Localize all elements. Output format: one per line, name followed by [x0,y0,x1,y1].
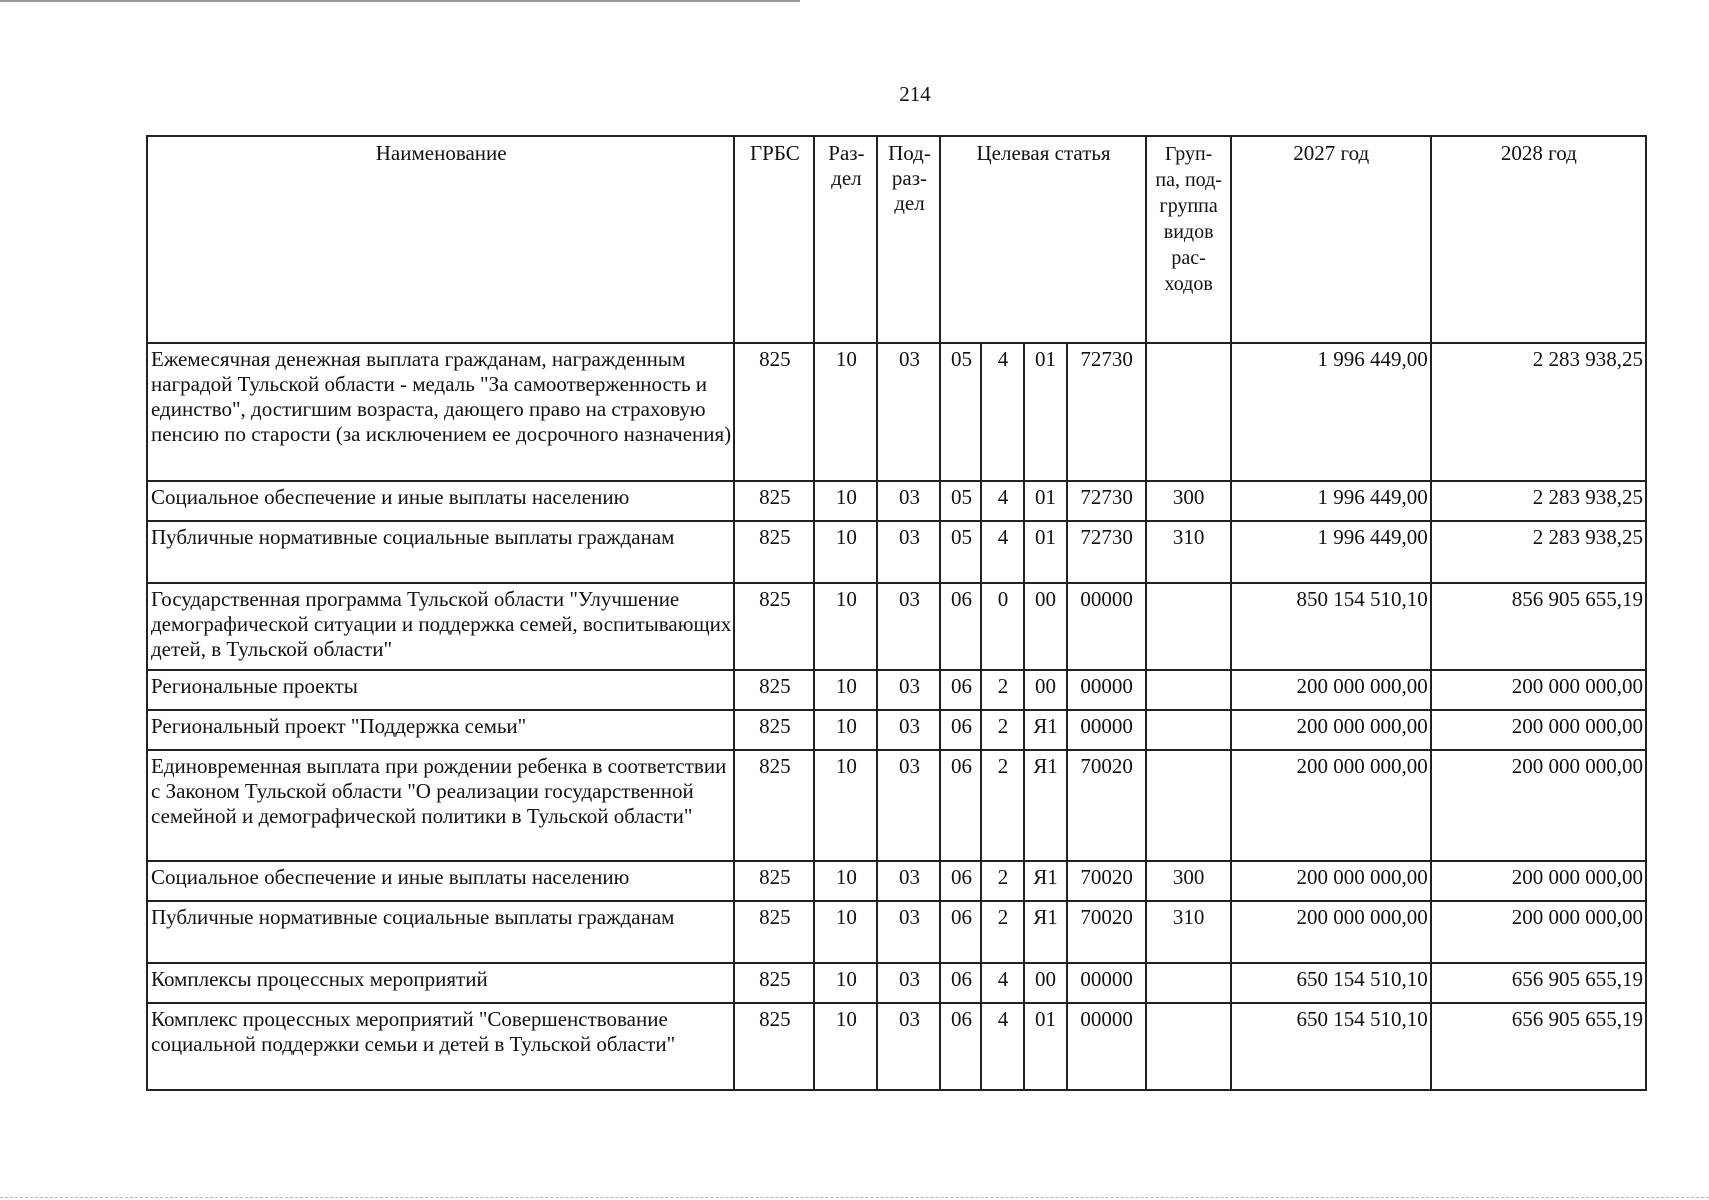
row-amount-2027: 650 154 510,10 [1231,963,1431,1003]
row-target-subprogram: 4 [981,963,1023,1003]
table-row [147,670,1646,710]
row-target-direction: 72730 [1067,481,1146,521]
header-group: Груп- па, под- группа видов рас- ходов [1146,136,1231,343]
table-row [147,861,1646,901]
row-target-subprogram: 2 [981,861,1023,901]
row-target-event: 00 [1024,963,1067,1003]
row-amount-2028: 200 000 000,00 [1431,750,1646,861]
row-podrazdel: 03 [877,710,940,750]
row-grbs: 825 [734,1003,814,1090]
row-target-direction: 00000 [1067,583,1146,670]
row-name: Социальное обеспечение и иные выплаты населению [147,861,734,901]
row-razdel: 10 [814,710,877,750]
row-amount-2027: 200 000 000,00 [1231,670,1431,710]
row-name: Публичные нормативные социальные выплаты гражданам [147,901,734,963]
row-target-event: 01 [1024,521,1067,583]
row-amount-2027: 1 996 449,00 [1231,521,1431,583]
row-amount-2028: 2 283 938,25 [1431,481,1646,521]
row-target-direction: 00000 [1067,963,1146,1003]
row-podrazdel: 03 [877,1003,940,1090]
row-amount-2028: 656 905 655,19 [1431,963,1646,1003]
row-target-direction: 70020 [1067,861,1146,901]
row-target-event: 00 [1024,670,1067,710]
table-row [147,963,1646,1003]
row-grbs: 825 [734,521,814,583]
row-amount-2028: 200 000 000,00 [1431,670,1646,710]
row-target-event: 01 [1024,343,1067,481]
row-razdel: 10 [814,963,877,1003]
row-amount-2027: 650 154 510,10 [1231,1003,1431,1090]
row-target-subprogram: 4 [981,343,1023,481]
row-razdel: 10 [814,521,877,583]
row-grbs: 825 [734,750,814,861]
row-podrazdel: 03 [877,861,940,901]
row-razdel: 10 [814,1003,877,1090]
row-podrazdel: 03 [877,963,940,1003]
table-row [147,901,1646,963]
table-row [147,583,1646,670]
row-razdel: 10 [814,583,877,670]
row-podrazdel: 03 [877,481,940,521]
row-grbs: 825 [734,710,814,750]
row-expense-group: 310 [1146,521,1231,583]
row-name: Комплексы процессных мероприятий [147,963,734,1003]
table-row [147,481,1646,521]
table-header [147,136,1646,343]
header-2028: 2028 год [1431,136,1646,343]
row-target-subprogram: 0 [981,583,1023,670]
row-amount-2027: 200 000 000,00 [1231,750,1431,861]
row-amount-2027: 200 000 000,00 [1231,710,1431,750]
row-amount-2028: 200 000 000,00 [1431,901,1646,963]
row-target-event: 01 [1024,1003,1067,1090]
row-target-direction: 72730 [1067,521,1146,583]
row-target-subprogram: 2 [981,750,1023,861]
row-target-program: 05 [940,521,981,583]
row-target-event: Я1 [1024,901,1067,963]
table-body [147,343,1646,1090]
row-grbs: 825 [734,583,814,670]
header-2027: 2027 год [1231,136,1431,343]
row-target-subprogram: 4 [981,521,1023,583]
row-amount-2027: 200 000 000,00 [1231,901,1431,963]
table-row [147,343,1646,481]
row-target-event: 01 [1024,481,1067,521]
row-amount-2027: 200 000 000,00 [1231,861,1431,901]
row-target-event: Я1 [1024,861,1067,901]
row-name: Публичные нормативные социальные выплаты гражданам [147,521,734,583]
row-target-program: 06 [940,963,981,1003]
row-amount-2028: 200 000 000,00 [1431,710,1646,750]
row-name: Социальное обеспечение и иные выплаты населению [147,481,734,521]
row-name: Ежемесячная денежная выплата гражданам, награжденным наградой Тульской области - медаль "За самоотверженность и единство", достигшим возраста, дающего право на страховую пенсию по старости (за исключением ее досрочного назначения) [147,343,734,481]
row-razdel: 10 [814,670,877,710]
row-razdel: 10 [814,750,877,861]
row-amount-2028: 200 000 000,00 [1431,861,1646,901]
row-expense-group [1146,710,1231,750]
row-name: Региональный проект "Поддержка семьи" [147,710,734,750]
row-target-direction: 70020 [1067,901,1146,963]
row-name: Государственная программа Тульской области "Улучшение демографической ситуации и поддержка семей, воспитывающих детей, в Тульской области" [147,583,734,670]
row-expense-group [1146,670,1231,710]
row-target-event: Я1 [1024,750,1067,861]
row-grbs: 825 [734,901,814,963]
row-podrazdel: 03 [877,343,940,481]
row-podrazdel: 03 [877,750,940,861]
row-target-event: Я1 [1024,710,1067,750]
row-target-subprogram: 4 [981,481,1023,521]
row-name: Единовременная выплата при рождении ребенка в соответствии с Законом Тульской области "О реализации государственной семейной и демографической политики в Тульской области" [147,750,734,861]
row-podrazdel: 03 [877,670,940,710]
row-target-event: 00 [1024,583,1067,670]
table-row [147,521,1646,583]
row-grbs: 825 [734,963,814,1003]
row-razdel: 10 [814,481,877,521]
scan-edge-bottom [0,1197,1709,1199]
row-target-program: 06 [940,670,981,710]
table-row [147,1003,1646,1090]
row-amount-2028: 2 283 938,25 [1431,343,1646,481]
row-target-direction: 00000 [1067,1003,1146,1090]
row-target-subprogram: 2 [981,710,1023,750]
row-expense-group: 300 [1146,861,1231,901]
row-amount-2028: 856 905 655,19 [1431,583,1646,670]
row-target-subprogram: 4 [981,1003,1023,1090]
row-target-program: 06 [940,583,981,670]
row-target-program: 06 [940,861,981,901]
row-grbs: 825 [734,861,814,901]
row-amount-2027: 1 996 449,00 [1231,481,1431,521]
row-target-direction: 70020 [1067,750,1146,861]
row-expense-group [1146,1003,1231,1090]
row-target-subprogram: 2 [981,901,1023,963]
row-amount-2028: 2 283 938,25 [1431,521,1646,583]
row-amount-2027: 850 154 510,10 [1231,583,1431,670]
row-expense-group [1146,343,1231,481]
row-target-program: 06 [940,750,981,861]
row-expense-group [1146,963,1231,1003]
row-amount-2028: 656 905 655,19 [1431,1003,1646,1090]
row-target-direction: 00000 [1067,670,1146,710]
row-target-program: 06 [940,1003,981,1090]
row-target-program: 06 [940,710,981,750]
row-target-direction: 00000 [1067,710,1146,750]
scan-edge-top [0,0,800,2]
row-expense-group: 300 [1146,481,1231,521]
row-grbs: 825 [734,481,814,521]
row-razdel: 10 [814,861,877,901]
table-row [147,750,1646,861]
row-podrazdel: 03 [877,521,940,583]
row-razdel: 10 [814,901,877,963]
row-podrazdel: 03 [877,583,940,670]
row-name: Комплекс процессных мероприятий "Совершенствование социальной поддержки семьи и детей в Тульской области" [147,1003,734,1090]
row-razdel: 10 [814,343,877,481]
header-name: Наименование [147,136,734,343]
row-expense-group: 310 [1146,901,1231,963]
row-target-program: 06 [940,901,981,963]
budget-table [146,135,1647,1091]
row-target-program: 05 [940,343,981,481]
header-target: Целевая статья [940,136,1145,343]
header-grbs: ГРБС [734,136,814,343]
row-grbs: 825 [734,670,814,710]
row-amount-2027: 1 996 449,00 [1231,343,1431,481]
header-razdel: Раз- дел [814,136,877,343]
table-row [147,710,1646,750]
row-target-program: 05 [940,481,981,521]
header-podrazdel: Под- раз- дел [877,136,940,343]
row-grbs: 825 [734,343,814,481]
row-podrazdel: 03 [877,901,940,963]
row-target-direction: 72730 [1067,343,1146,481]
page-number: 214 [899,82,931,106]
row-expense-group [1146,583,1231,670]
row-name: Региональные проекты [147,670,734,710]
row-target-subprogram: 2 [981,670,1023,710]
row-expense-group [1146,750,1231,861]
